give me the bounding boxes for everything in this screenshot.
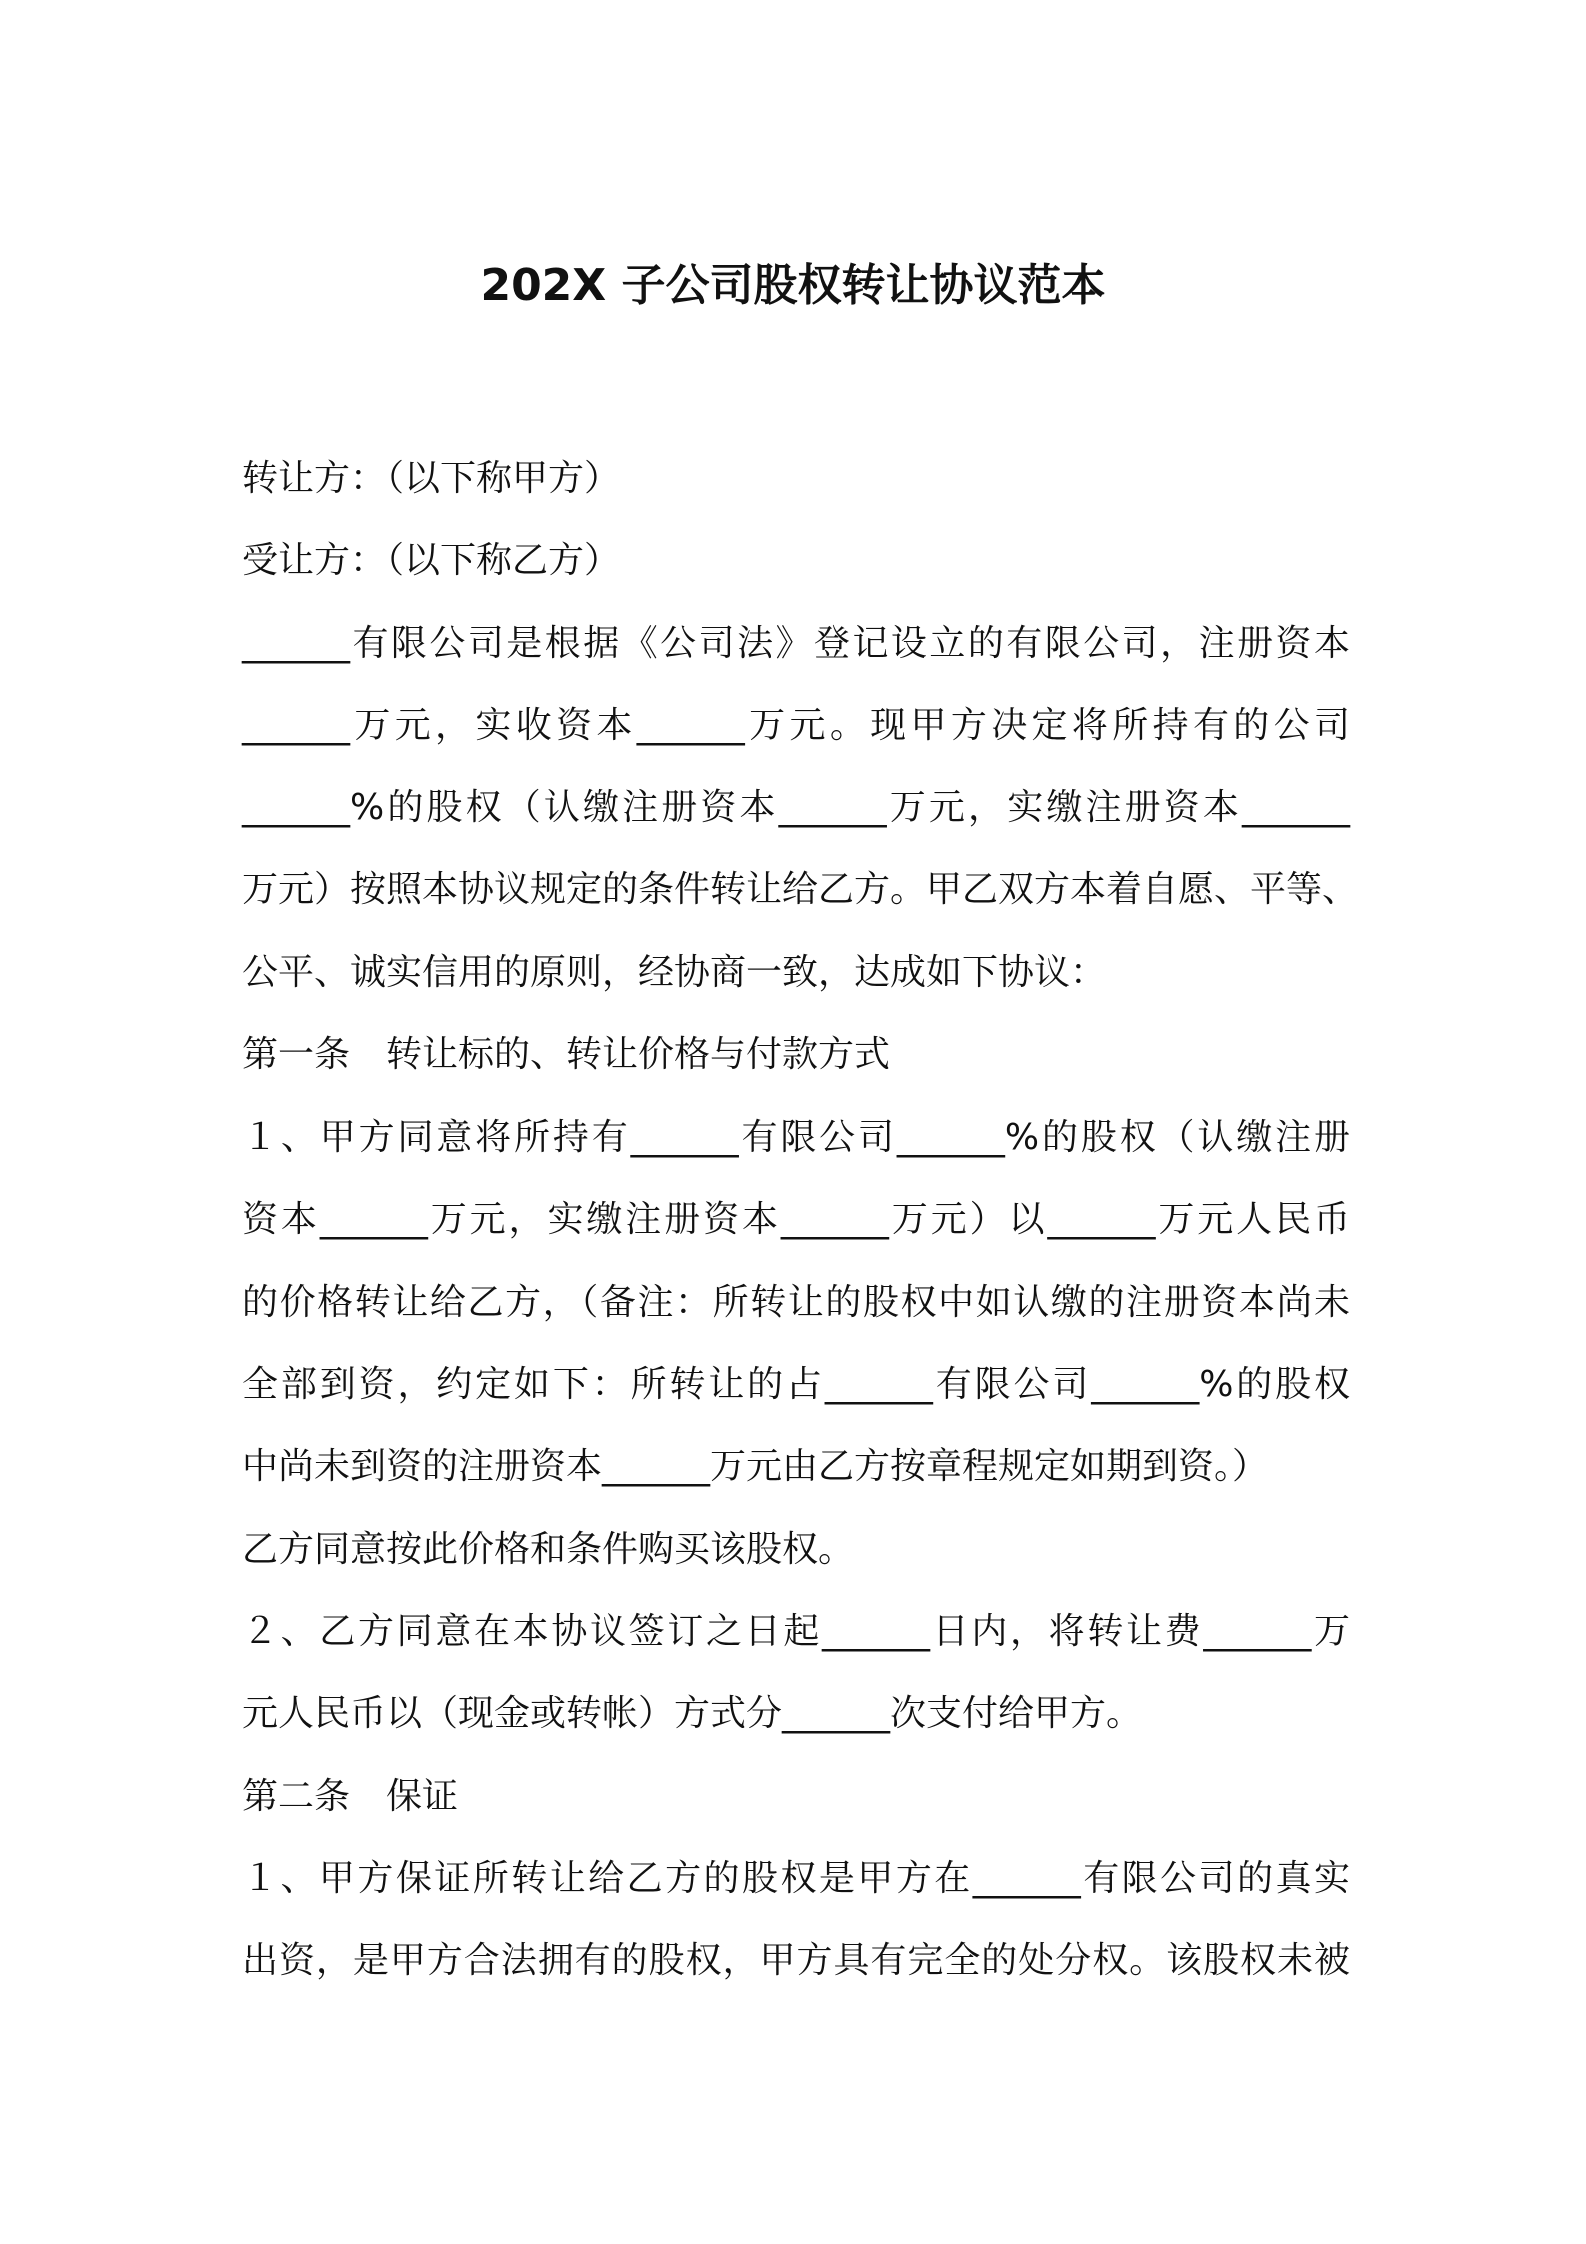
article-2-clause-1-line-1: １、甲方保证所转让给乙方的股权是甲方在______有限公司的真实 — [242, 1858, 1350, 1899]
article-1-clause-2-line-2: 元人民币以（现金或转帐）方式分______次支付给甲方。 — [242, 1693, 1143, 1734]
document-title: 202X 子公司股权转让协议范本 — [480, 260, 1106, 311]
article-1-clause-1-line-5: 中尚未到资的注册资本______万元由乙方按章程规定如期到资。） — [242, 1446, 1269, 1487]
article-1-clause-1-line-4: 全部到资，约定如下：所转让的占______有限公司______%的股权 — [242, 1364, 1350, 1405]
preamble-line-5: 公平、诚实信用的原则，经协商一致，达成如下协议： — [242, 952, 1107, 993]
article-1-clause-2-line-1: ２、乙方同意在本协议签订之日起______日内，将转让费______万 — [242, 1611, 1350, 1652]
article-1-clause-1-line-6: 乙方同意按此价格和条件购买该股权。 — [242, 1529, 855, 1570]
article-1-clause-1-line-2: 资本______万元，实缴注册资本______万元）以______万元人民币 — [242, 1199, 1350, 1240]
preamble-line-4: 万元）按照本协议规定的条件转让给乙方。甲乙双方本着自愿、平等、 — [242, 869, 1359, 910]
party-transferor-line: 转让方：（以下称甲方） — [242, 458, 621, 499]
preamble-line-1: ______有限公司是根据《公司法》登记设立的有限公司，注册资本 — [242, 623, 1350, 664]
preamble-line-2: ______万元，实收资本______万元。现甲方决定将所持有的公司 — [242, 705, 1350, 746]
article-1-clause-1-line-1: １、甲方同意将所持有______有限公司______%的股权（认缴注册 — [242, 1117, 1350, 1158]
article-1-clause-1-line-3: 的价格转让给乙方，（备注：所转让的股权中如认缴的注册资本尚未 — [242, 1282, 1350, 1323]
article-2-heading: 第二条 保证 — [242, 1776, 459, 1817]
party-transferee-line: 受让方：（以下称乙方） — [242, 540, 621, 581]
article-1-heading: 第一条 转让标的、转让价格与付款方式 — [242, 1034, 891, 1075]
article-2-clause-1-line-2: 出资，是甲方合法拥有的股权，甲方具有完全的处分权。该股权未被 — [242, 1940, 1350, 1981]
preamble-line-3: ______%的股权（认缴注册资本______万元，实缴注册资本______ — [242, 787, 1350, 828]
